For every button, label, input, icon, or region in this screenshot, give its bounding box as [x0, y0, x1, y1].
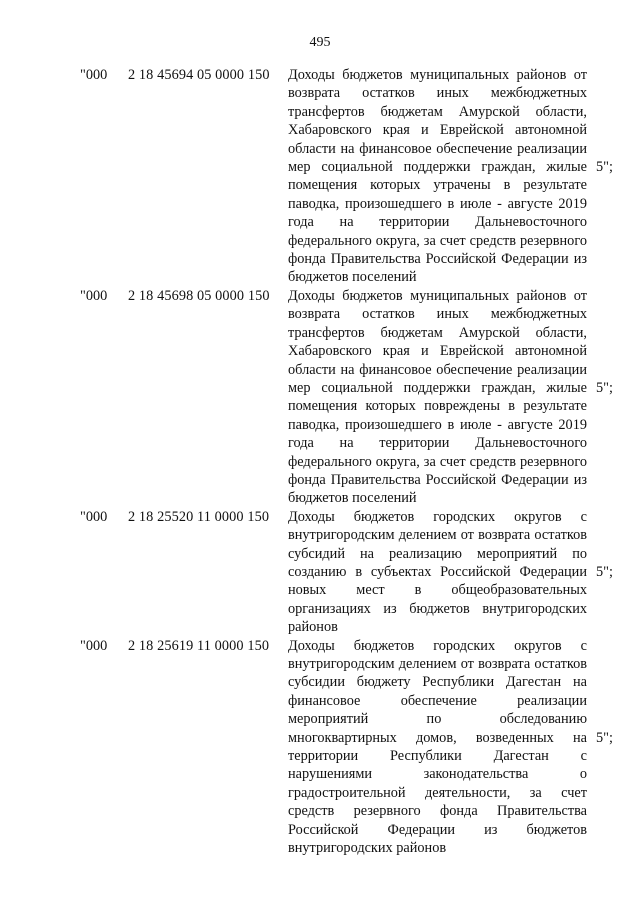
budget-code: 2 18 25619 11 0000 150 — [128, 637, 270, 654]
row-prefix: "000 — [80, 287, 108, 304]
row-prefix: "000 — [80, 67, 108, 83]
row-suffix: 5"; — [596, 729, 613, 746]
row-suffix: 5"; — [596, 379, 613, 396]
row-suffix: 5"; — [596, 563, 613, 580]
row-description: Доходы бюджетов городских округов с внутригородским делением от возврата остатков субсидии бюджету Республики Дагестан на финансовое обеспечение реализации мероприятий по обследованию многоквартирных домов, возведенных на территории Республики Дагестан с нарушениями законодательства о градостроительной деятельности, за счет средств резервного фонда Правительства Российской Федерации из бюджетов внутригородских районов — [288, 637, 587, 857]
classification-table — [0, 66, 640, 857]
row-description: Доходы бюджетов городских округов с внутригородским делением от возврата остатков субсидий на реализацию мероприятий по созданию в субъектах Российской Федерации новых мест в общеобразовательных организациях из бюджетов внутригородских районов — [288, 508, 587, 636]
table-row — [0, 637, 640, 858]
page-number: 495 — [309, 35, 331, 50]
table-row — [0, 508, 640, 637]
row-description: Доходы бюджетов муниципальных районов от возврата остатков иных межбюджетных трансфертов бюджетам Амурской области, Хабаровского края и Еврейской автономной области на финансовое обеспечение реализации мер социальной поддержки граждан, жилые помещения которых повреждены в результате паводка, произошедшего в июле - августе 2019 года на территории Дальневосточного федерального округа, за счет средств резервного фонда Правительства Российской Федерации из бюджетов поселений — [288, 287, 587, 507]
row-prefix: "000 — [80, 637, 108, 654]
row-description: Доходы бюджетов муниципальных районов от возврата остатков иных межбюджетных трансфертов бюджетам Амурской области, Хабаровского края и Еврейской автономной области на финансовое обеспечение реализации мер социальной поддержки граждан, жилые помещения которых утрачены в результате паводка, произошедшего в июле - августе 2019 года на территории Дальневосточного федерального округа, за счет средств резервного фонда Правительства Российской Федерации из бюджетов поселений — [288, 67, 587, 286]
budget-code: 2 18 45694 05 0000 150 — [128, 67, 270, 83]
row-suffix: 5"; — [596, 159, 613, 175]
table-row — [0, 66, 640, 287]
row-prefix: "000 — [80, 508, 108, 525]
scan-edge — [0, 899, 640, 905]
budget-code: 2 18 45698 05 0000 150 — [128, 287, 270, 304]
budget-code: 2 18 25520 11 0000 150 — [128, 508, 270, 525]
table-row — [0, 287, 640, 508]
